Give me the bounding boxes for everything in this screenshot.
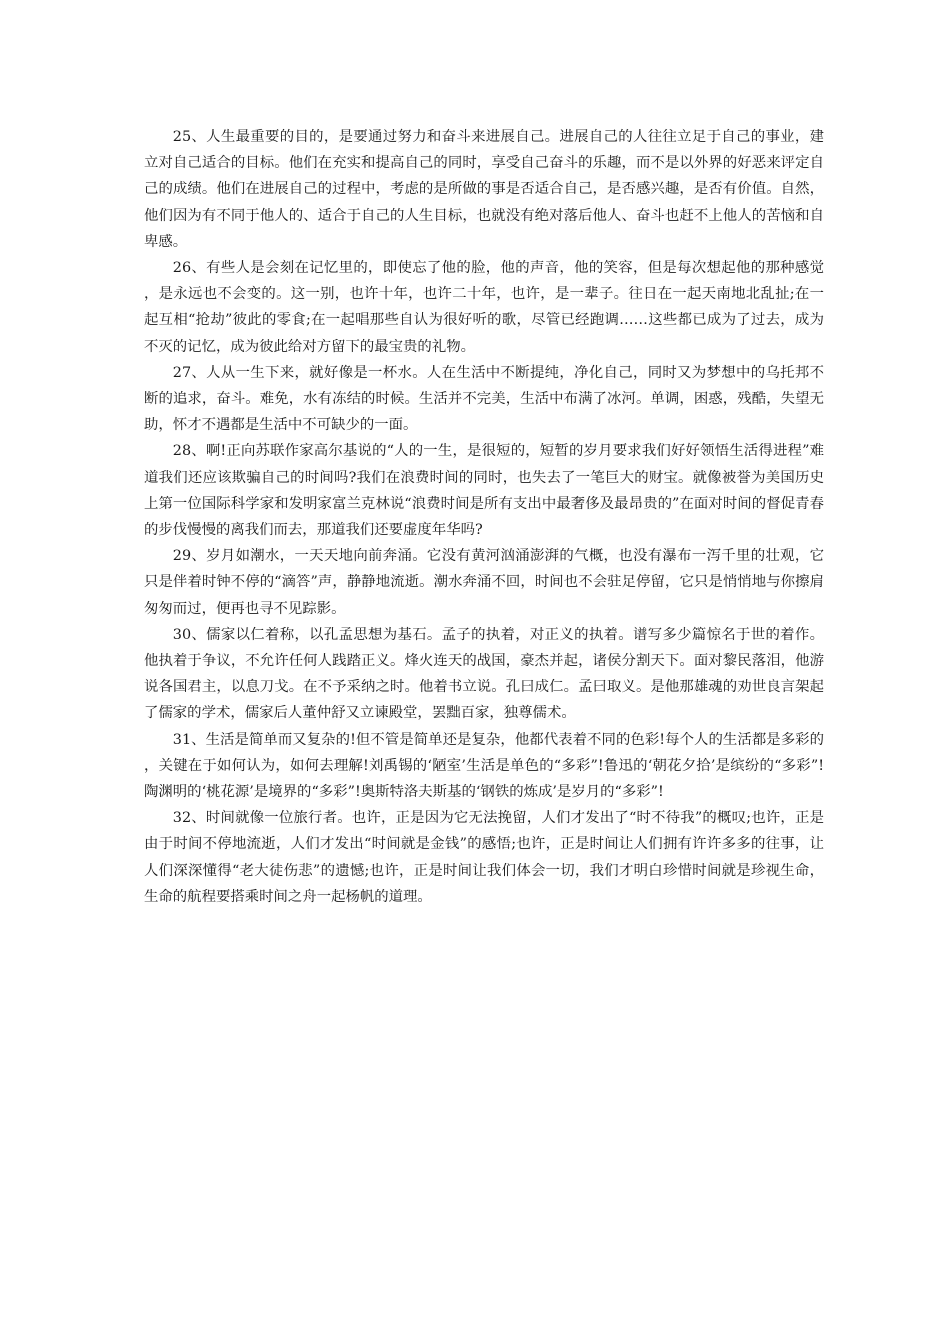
paragraph-30: 30、儒家以仁着称，以孔孟思想为基石。孟子的执着，对正义的执着。谱写多少篇惊名于世的着作。他执着于争议，不允许任何人践踏正义。烽火连天的战国，豪杰并起，诸侯分割天下。面对黎民落泪，他游说各国君主，以息刀戈。在不予采纳之时。他着书立说。孔曰成仁。孟曰取义。是他那雄魂的劝世良言架起了儒家的学术，儒家后人董仲舒又立谏殿堂，罢黜百家，独尊儒术。 bbox=[144, 626, 824, 722]
paragraph-32: 32、时间就像一位旅行者。也许，正是因为它无法挽留，人们才发出了“时不待我”的概叹;也许，正是由于时间不停地流逝，人们才发出“时间就是金钱”的感悟;也许，正是时间让人们拥有许许多多的往事，让人们深深懂得“老大徒伤悲”的遗憾;也许，正是时间让我们体会一切，我们才明白珍惜时间就是珍视生命，生命的航程要搭乘时间之舟一起杨帆的道理。 bbox=[144, 810, 824, 905]
paragraph-26: 26、有些人是会刻在记忆里的，即使忘了他的脸，他的声音，他的笑容，但是每次想起他的那种感觉，是永远也不会变的。这一别，也许十年，也许二十年，也许，是一辈子。往日在一起天南地北乱扯;在一起互相“抢劫”彼此的零食;在一起唱那些自认为很好听的歌，尽管已经跑调……这些都已成为了过去，成为不灭的记忆，成为彼此给对方留下的最宝贵的礼物。 bbox=[144, 260, 824, 355]
paragraph-25: 25、人生最重要的目的，是要通过努力和奋斗来进展自己。进展自己的人往往立足于自己的事业，建立对自己适合的目标。他们在充实和提高自己的同时，享受自己奋斗的乐趣，而不是以外界的好恶来评定自己的成绩。他们在进展自己的过程中，考虑的是所做的事是否适合自己，是否感兴趣，是否有价值。自然，他们因为有不同于他人的、适合于自己的人生目标，也就没有绝对落后他人、奋斗也赶不上他人的苦恼和自卑感。 bbox=[144, 129, 824, 250]
paragraph-28: 28、啊!正向苏联作家高尔基说的“人的一生，是很短的，短暂的岁月要求我们好好领悟生活得进程”难道我们还应该欺骗自己的时间吗?我们在浪费时间的同时，也失去了一笔巨大的财宝。就像被誉为美国历史上第一位国际科学家和发明家富兰克林说“浪费时间是所有支出中最奢侈及最昂贵的”在面对时间的督促青春的步伐慢慢的离我们而去，那道我们还要虚度年华吗? bbox=[144, 443, 824, 539]
paragraph-29: 29、岁月如潮水，一天天地向前奔涌。它没有黄河汹涌澎湃的气概，也没有瀑布一泻千里的壮观，它只是伴着时钟不停的“滴答”声，静静地流逝。潮水奔涌不回，时间也不会驻足停留，它只是悄悄地与你擦肩匆匆而过，便再也寻不见踪影。 bbox=[144, 548, 824, 617]
paragraph-27: 27、人从一生下来，就好像是一杯水。人在生活中不断提纯，净化自己，同时又为梦想中的乌托邦不断的追求，奋斗。难免，水有冻结的时候。生活并不完美，生活中布满了冰河。单调，困惑，残酷，失望无助，怀才不遇都是生活中不可缺少的一面。 bbox=[144, 364, 824, 434]
document-body bbox=[144, 124, 824, 910]
paragraph-31: 31、生活是简单而又复杂的!但不管是简单还是复杂，他都代表着不同的色彩!每个人的生活都是多彩的，关键在于如何认为，如何去理解!刘禹锡的‘陋室’生活是单色的“多彩”!鲁迅的‘朝花夕拾’是缤纷的“多彩”!陶渊明的‘桃花源’是境界的“多彩”!奥斯特洛夫斯基的‘钢铁的炼成’是岁月的“多彩”! bbox=[144, 731, 824, 801]
